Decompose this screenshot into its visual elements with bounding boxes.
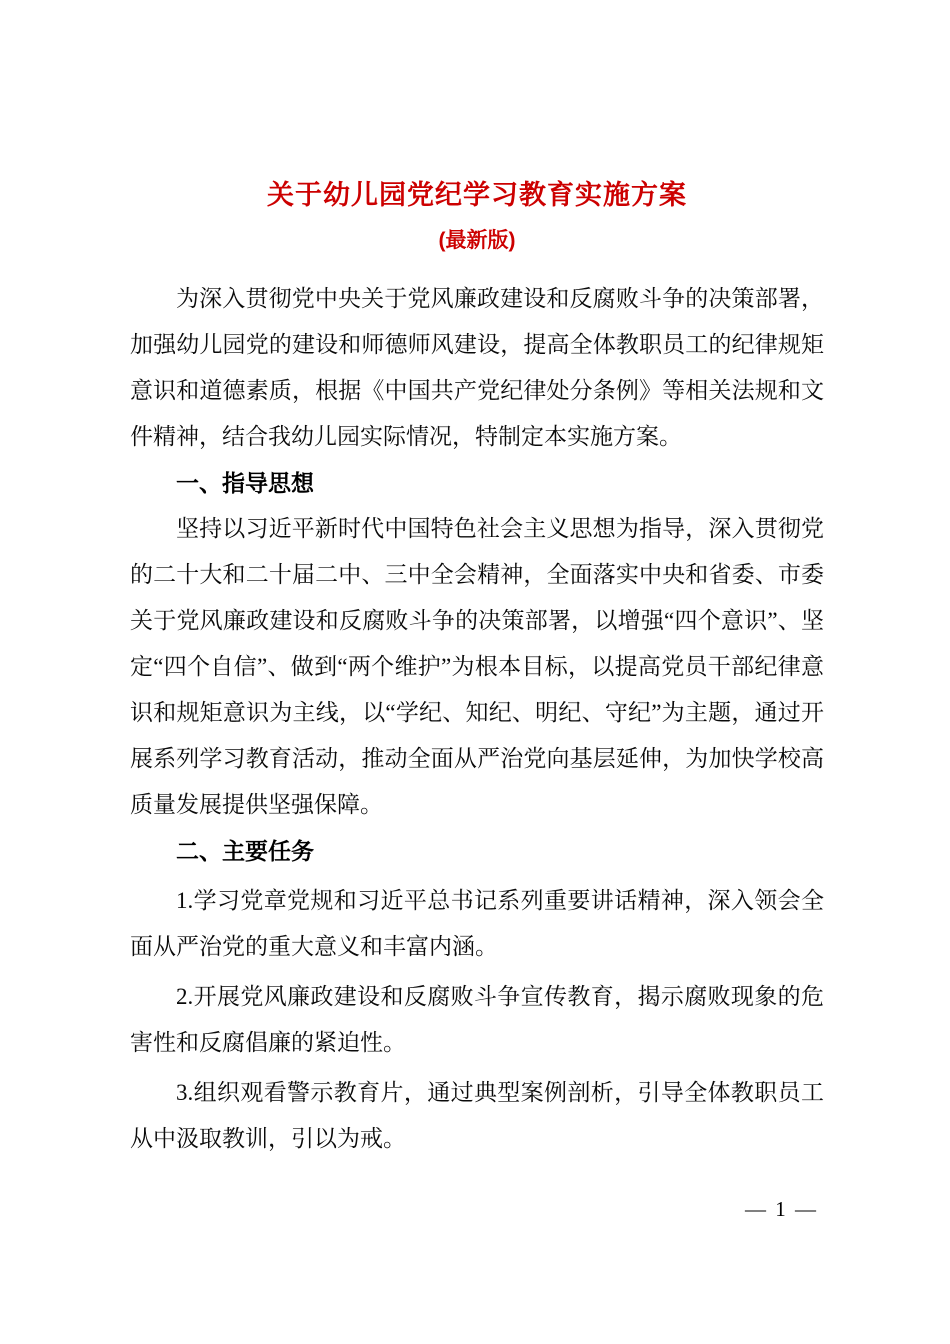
document-body [130,276,824,1162]
intro-paragraph: 为深入贯彻党中央关于党风廉政建设和反腐败斗争的决策部署，加强幼儿园党的建设和师德师风建设，提高全体教职员工的纪律规矩意识和道德素质，根据《中国共产党纪律处分条例》等相关法规和文件精神，结合我幼儿园实际情况，特制定本实施方案。 [130,286,824,450]
document-content [130,178,824,1162]
document-title: 关于幼儿园党纪学习教育实施方案 [267,180,687,210]
section-body-guiding-ideology: 坚持以习近平新时代中国特色社会主义思想为指导，深入贯彻党的二十大和二十届二中、三中全会精神，全面落实中央和省委、市委关于党风廉政建设和反腐败斗争的决策部署，以增强“四个意识”、坚定“四个自信”、做到“两个维护”为根本目标，以提高党员干部纪律意识和规矩意识为主线，以“学纪、知纪、明纪、守纪”为主题，通过开展系列学习教育活动，推动全面从严治党向基层延伸，为加快学校高质量发展提供坚强保障。 [130,516,824,818]
task-item-1: 1.学习党章党规和习近平总书记系列重要讲话精神，深入领会全面从严治党的重大意义和丰富内涵。 [130,888,824,960]
task-item-2: 2.开展党风廉政建设和反腐败斗争宣传教育，揭示腐败现象的危害性和反腐倡廉的紧迫性。 [130,984,824,1056]
page-number: — 1 — [745,1197,818,1221]
task-item-3: 3.组织观看警示教育片，通过典型案例剖析，引导全体教职员工从中汲取教训，引以为戒。 [130,1080,824,1152]
document-subtitle: (最新版) [438,229,516,253]
section-heading-main-tasks: 二、主要任务 [176,838,314,865]
section-heading-guiding-ideology: 一、指导思想 [176,470,314,497]
